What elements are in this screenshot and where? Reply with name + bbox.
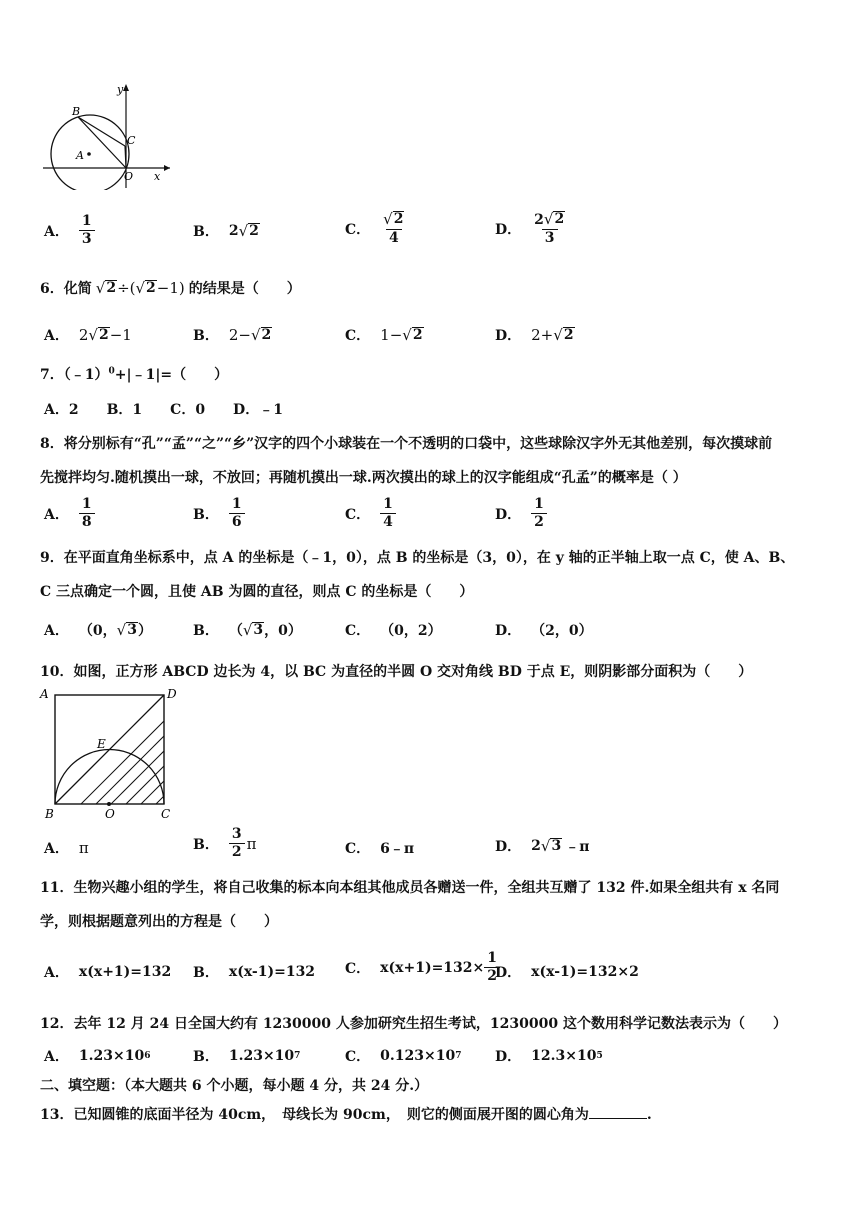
q8-option-a[interactable]: A． $\frac{1}{8}$ [44,496,95,531]
q5-option-c[interactable]: C． √ 2 4 [345,211,407,247]
q10-option-c[interactable]: C． 6﹣π [345,841,415,857]
label-y: y [117,83,124,96]
q5-option-d[interactable]: D． 2 √ 2 3 [495,211,568,247]
square-semicircle-figure [36,684,181,822]
q11-option-c[interactable]: C． x(x+1)=132× $\frac{1}{2}$ [345,950,500,985]
q12-stem: 12．去年 12 月 24 日全国大约有 1230000 人参加研究生招生考试，1230000 这个数用科学记数法表示为（ ） [40,1016,787,1032]
label-c: C [161,807,171,821]
q11-stem-line1: 11．生物兴趣小组的学生，将自己收集的标本向本组其他成员各赠送一件，全组共互赠了 132 件.如果全组共有 x 名同 [40,880,780,896]
q10-option-d[interactable]: D． 2 √ 3 ﹣π [495,837,590,855]
label-c: C [127,134,136,147]
label-a: A [76,149,84,162]
answer-blank[interactable] [589,1104,647,1119]
q8-option-c[interactable]: C． $\frac{1}{4}$ [345,496,396,531]
section-title: 二、填空题：（本大题共 6 个小题，每小题 4 分，共 24 分.） [40,1078,429,1094]
q9-option-c[interactable]: C． （0，2） [345,623,442,639]
q12-option-d[interactable]: D． 12.3×10 5 [495,1048,603,1065]
q6-option-d[interactable]: D． 2+ √ 2 [495,326,574,344]
q11-option-a[interactable]: A． x(x+1)=132 [44,964,172,981]
label-d: D [167,687,177,701]
q7-stem: 7．（﹣1）$^0$+|﹣1|=（ ） [40,366,229,383]
fraction: √ 2 4 [383,210,404,246]
label-x: x [154,170,161,183]
label-a: A [40,687,49,701]
q12-option-b[interactable]: B． 1.23×10 7 [193,1048,301,1065]
q6-option-c[interactable]: C． 1− √ 2 [345,326,423,344]
q11-option-d[interactable]: D． x(x-1)=132×2 [495,964,639,981]
q10-option-a[interactable]: A． π [44,839,89,857]
circle-axes-figure [38,80,173,190]
q8-option-d[interactable]: D． $\frac{1}{2}$ [495,496,547,531]
q7-options[interactable]: A．2 B．1 C．0 D．﹣1 [44,402,283,418]
q8-option-b[interactable]: B． $\frac{1}{6}$ [193,496,245,531]
q8-stem-line1: 8．将分别标有“孔”“孟”“之”“乡”汉字的四个小球装在一个不透明的口袋中，这些球除汉字外无其他差别，每次摸球前 [40,436,773,452]
q11-stem-line2: 学，则根据题意列出的方程是（ ） [40,914,278,930]
q9-stem-line2: C 三点确定一个圆，且使 AB 为圆的直径，则点 C 的坐标是（ ） [40,584,474,600]
q6-option-b[interactable]: B． 2− √ 2 [193,326,272,344]
q6-option-a[interactable]: A． 2 √ 2 −1 [44,326,132,344]
q6-stem: 6．化简 √ 2 ÷( √ 2 −1) 的结果是（ ） [40,279,301,297]
label-o: O [105,807,115,821]
label-b: B [45,807,54,821]
q5-option-b[interactable]: B． 2 √ 2 [193,222,259,240]
q10-stem: 10．如图，正方形 ABCD 边长为 4，以 BC 为直径的半圆 O 交对角线 BD 于点 E，则阴影部分面积为（ ） [40,664,753,680]
label-e: E [97,737,106,751]
q9-option-b[interactable]: B． （ √ 3 ，0） [193,621,302,639]
q12-option-c[interactable]: C． 0.123×10 7 [345,1048,462,1065]
label-b: B [72,105,81,118]
label-o: O [124,170,134,183]
q8-stem-line2: 先搅拌均匀.随机摸出一球，不放回；再随机摸出一球.两次摸出的球上的汉字能组成“孔孟”的概率是（ ） [40,470,687,486]
sqrt: √ 2 [238,222,259,240]
q11-option-b[interactable]: B． x(x-1)=132 [193,964,316,981]
q9-stem-line1: 9．在平面直角坐标系中，点 A 的坐标是（﹣1，0），点 B 的坐标是（3，0），在 y 轴的正半轴上取一点 C，使 A、B、 [40,550,795,566]
q9-option-d[interactable]: D． （2，0） [495,623,593,639]
q5-option-a[interactable]: A． $\frac{1}{3}$ [44,213,95,248]
fraction: 2 √ 2 3 [534,210,565,246]
q13-stem: 13．已知圆锥的底面半径为 40cm， 母线长为 90cm， 则它的侧面展开图的圆心角为 . [40,1104,652,1124]
q9-option-a[interactable]: A． （0， √ 3 ） [44,621,152,639]
q10-option-b[interactable]: B． $\frac{3}{2}$ π [193,826,257,860]
fraction: $\frac{1}{3}$ [79,213,95,248]
q12-option-a[interactable]: A． 1.23×10 6 [44,1048,151,1065]
